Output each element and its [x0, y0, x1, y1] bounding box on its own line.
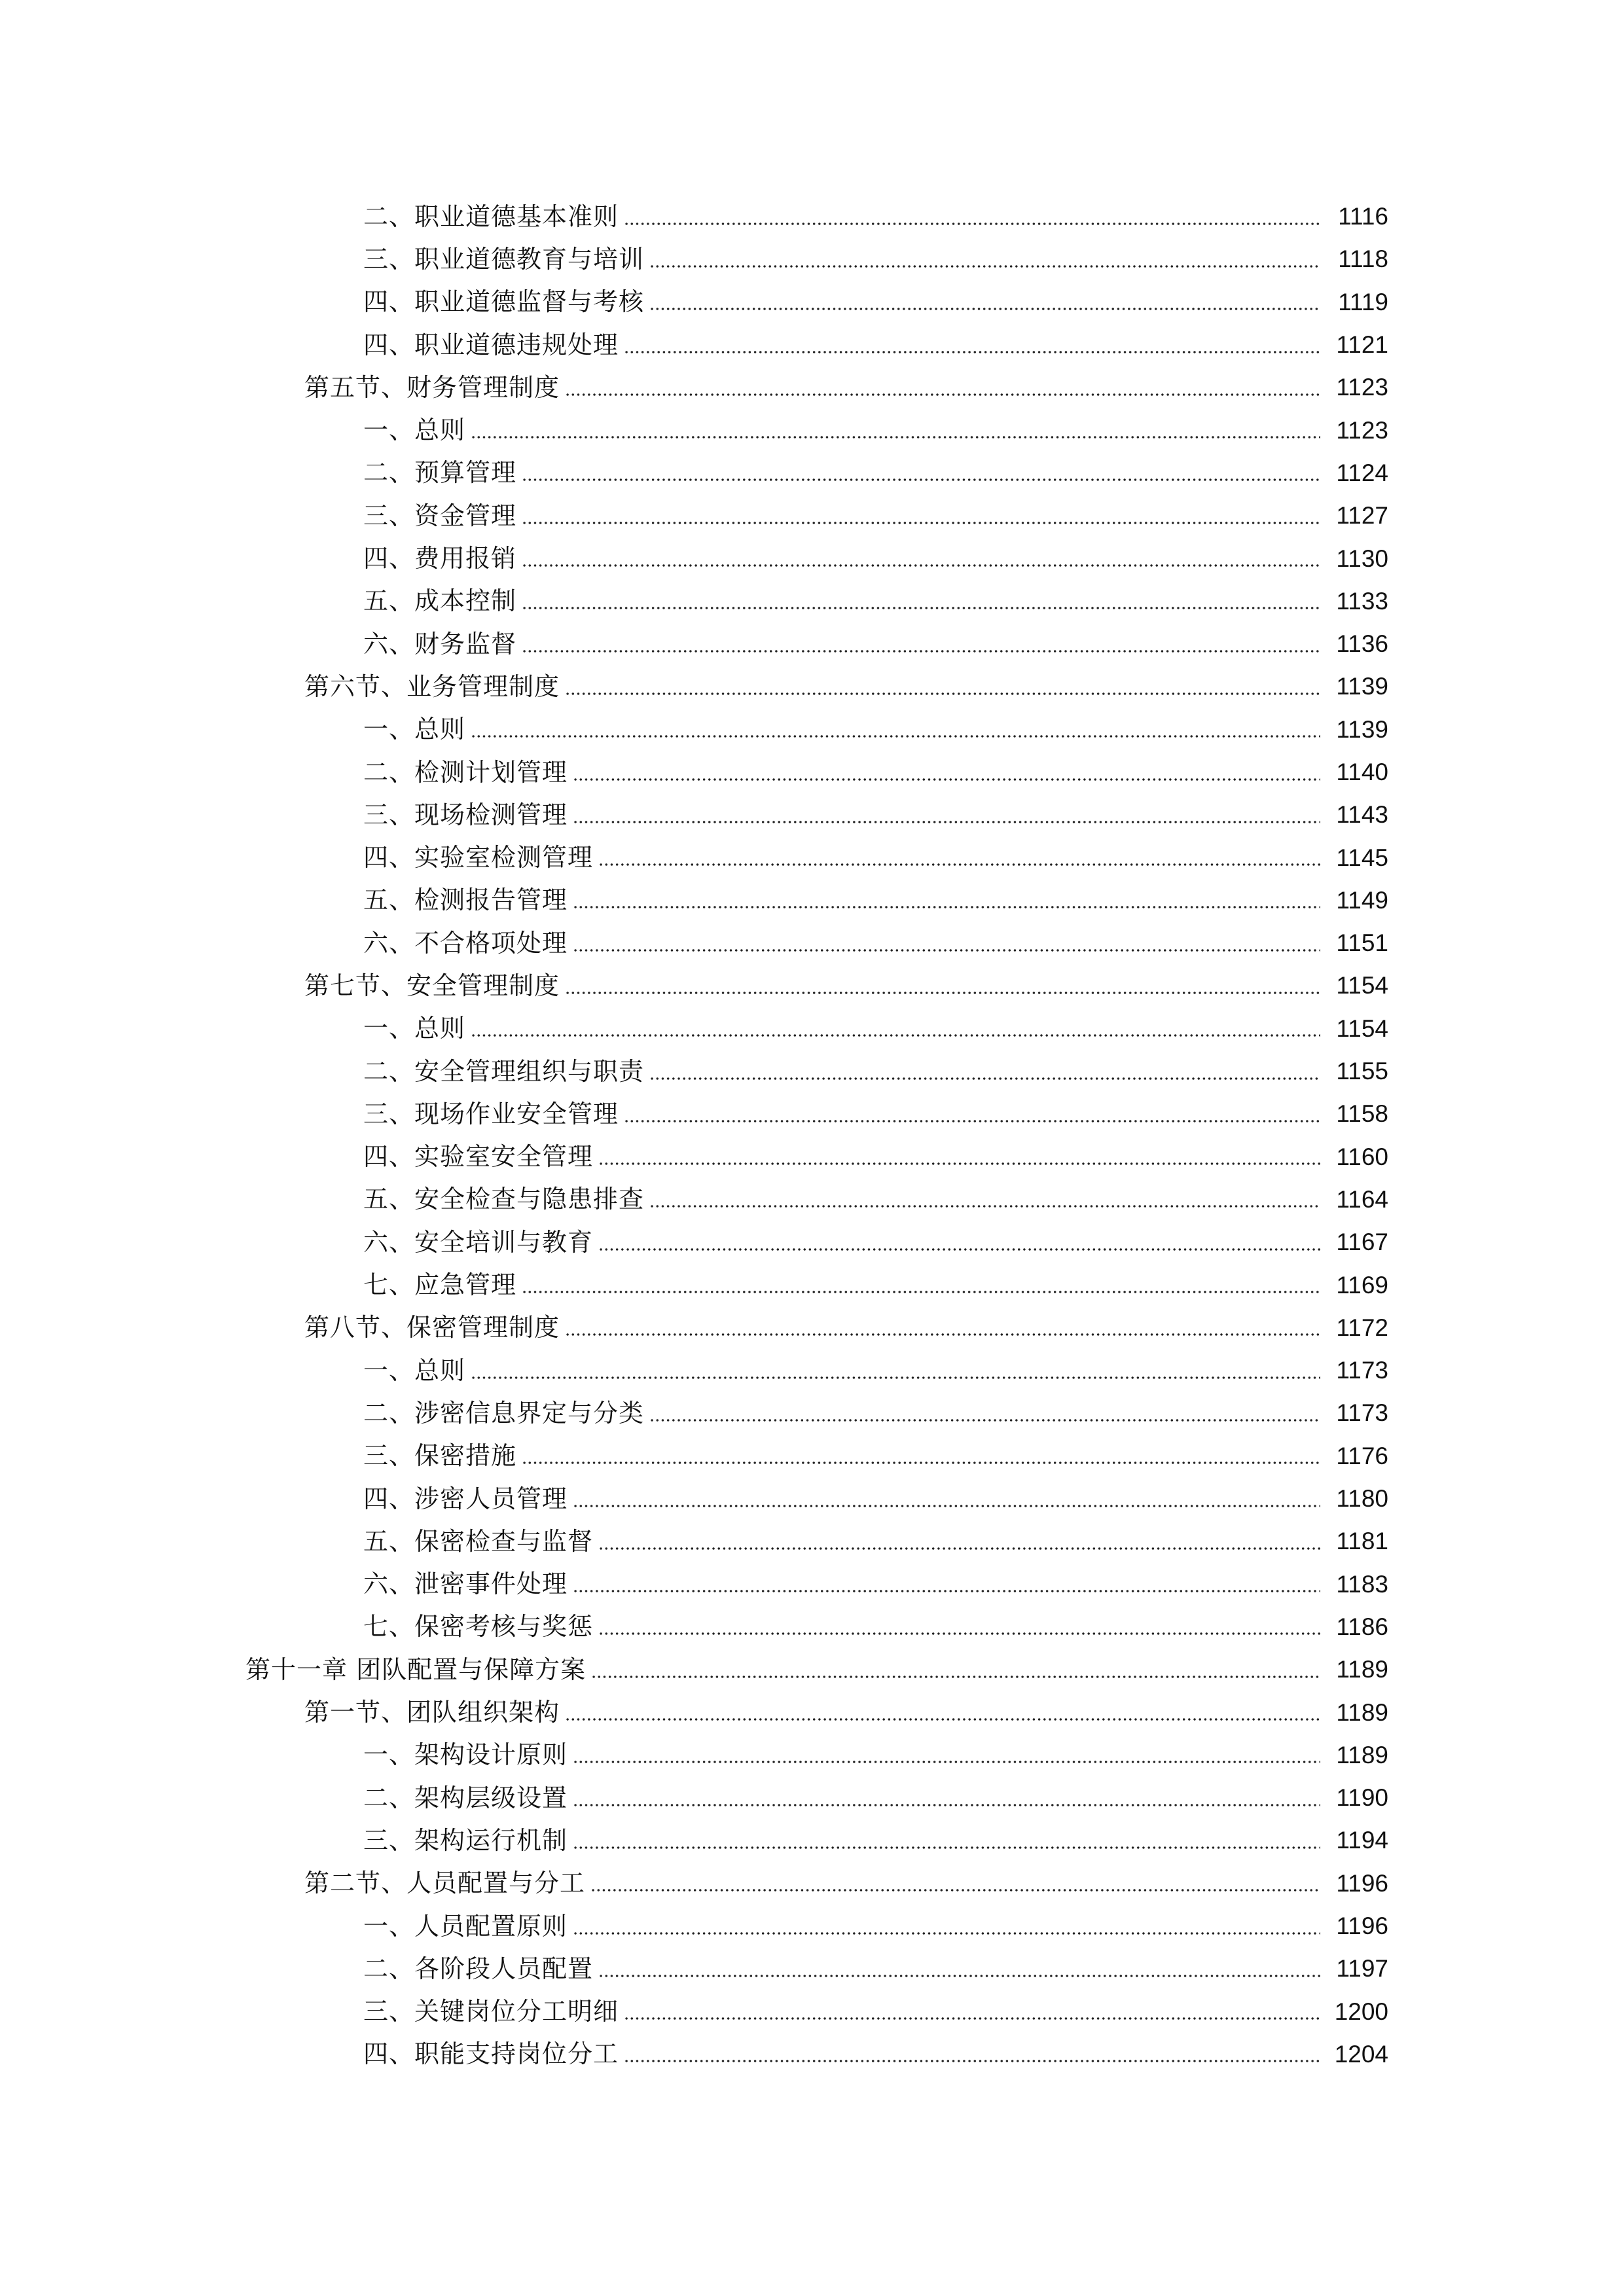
- toc-page-number: 1173: [1336, 1399, 1388, 1427]
- toc-entry-subsection[interactable]: [0, 323, 1624, 366]
- toc-entry-title: 第一节、团队组织架构: [304, 1698, 560, 1727]
- toc-entry-subsection[interactable]: [0, 793, 1624, 836]
- toc-entry-subsection[interactable]: [0, 281, 1624, 323]
- toc-entry-title: 六、泄密事件处理: [363, 1570, 568, 1599]
- toc-entry-title: 三、关键岗位分工明细: [363, 1997, 619, 2026]
- toc-entry-subsection[interactable]: [0, 1990, 1624, 2032]
- toc-entry-title: 一、架构设计原则: [363, 1740, 568, 1770]
- toc-page-number: 1186: [1336, 1613, 1388, 1640]
- toc-page-number: 1154: [1336, 972, 1388, 999]
- toc-entry-title: 第五节、财务管理制度: [304, 372, 560, 402]
- toc-dot-leader: [573, 778, 1320, 781]
- toc-page-number: 1118: [1338, 245, 1388, 273]
- toc-dot-leader: [565, 992, 1320, 994]
- toc-entry-subsection[interactable]: [0, 1947, 1624, 1990]
- toc-page-number: 1149: [1336, 886, 1388, 914]
- toc-page-number: 1189: [1336, 1741, 1388, 1768]
- toc-entry-subsection[interactable]: [0, 1905, 1624, 1947]
- toc-dot-leader: [573, 1505, 1320, 1507]
- toc-page-number: 1123: [1336, 374, 1388, 401]
- toc-dot-leader: [522, 607, 1320, 609]
- toc-entry-subsection[interactable]: [0, 1605, 1624, 1648]
- toc-dot-leader: [598, 1547, 1320, 1550]
- toc-page-number: 1196: [1336, 1869, 1388, 1897]
- toc-page-number: 1136: [1336, 630, 1388, 658]
- toc-entry-title: 四、涉密人员管理: [363, 1484, 568, 1513]
- toc-entry-title: 六、财务监督: [363, 629, 517, 658]
- toc-dot-leader: [649, 1419, 1320, 1422]
- toc-dot-leader: [522, 522, 1320, 524]
- toc-dot-leader: [471, 1376, 1320, 1379]
- toc-dot-leader: [522, 564, 1320, 567]
- toc-dot-leader: [624, 1120, 1320, 1122]
- toc-page-number: 1181: [1336, 1528, 1388, 1555]
- toc-entry-title: 二、安全管理组织与职责: [363, 1056, 645, 1086]
- toc-page-number: 1145: [1336, 844, 1388, 871]
- toc-dot-leader: [573, 1761, 1320, 1763]
- toc-entry-title: 五、检测报告管理: [363, 886, 568, 915]
- toc-page-number: 1183: [1336, 1570, 1388, 1598]
- toc-entry-subsection[interactable]: [0, 1776, 1624, 1819]
- toc-dot-leader: [573, 1932, 1320, 1935]
- toc-page-number: 1158: [1336, 1100, 1388, 1128]
- toc-entry-title: 五、安全检查与隐患排查: [363, 1185, 645, 1214]
- toc-entry-subsection[interactable]: [0, 1520, 1624, 1562]
- toc-entry-title: 第十一章 团队配置与保障方案: [245, 1655, 586, 1684]
- toc-entry-subsection[interactable]: [0, 1178, 1624, 1221]
- toc-entry-subsection[interactable]: [0, 1092, 1624, 1135]
- toc-entry-subsection[interactable]: [0, 1477, 1624, 1520]
- toc-dot-leader: [624, 2017, 1320, 2020]
- toc-page-number: 1127: [1336, 502, 1388, 529]
- toc-page-number: 1133: [1336, 587, 1388, 615]
- toc-entry-title: 三、资金管理: [363, 501, 517, 530]
- toc-entry-subsection[interactable]: [0, 537, 1624, 579]
- toc-dot-leader: [471, 436, 1320, 439]
- toc-page-number: 1169: [1336, 1271, 1388, 1299]
- toc-dot-leader: [591, 1676, 1320, 1678]
- toc-entry-title: 三、现场检测管理: [363, 800, 568, 829]
- toc-entry-subsection[interactable]: [0, 1819, 1624, 1861]
- toc-entry-title: 四、职业道德监督与考核: [363, 287, 645, 317]
- toc-entry-subsection[interactable]: [0, 494, 1624, 537]
- toc-page-number: 1200: [1334, 1998, 1388, 2025]
- toc-dot-leader: [649, 1077, 1320, 1080]
- toc-entry-subsection[interactable]: [0, 879, 1624, 922]
- toc-entry-title: 四、费用报销: [363, 544, 517, 573]
- toc-entry-section[interactable]: [0, 964, 1624, 1007]
- toc-entry-title: 二、涉密信息界定与分类: [363, 1398, 645, 1427]
- toc-page-number: 1197: [1336, 1955, 1388, 1982]
- toc-dot-leader: [573, 1846, 1320, 1849]
- toc-page-number: 1124: [1336, 459, 1388, 486]
- toc-dot-leader: [565, 1333, 1320, 1336]
- toc-dot-leader: [598, 863, 1320, 866]
- toc-page-number: 1160: [1336, 1143, 1388, 1170]
- toc-entry-subsection[interactable]: [0, 708, 1624, 751]
- toc-dot-leader: [624, 351, 1320, 353]
- toc-dot-leader: [471, 735, 1320, 738]
- toc-entry-title: 第八节、保密管理制度: [304, 1313, 560, 1342]
- toc-entry-title: 三、职业道德教育与培训: [363, 244, 645, 274]
- toc-page-number: 1167: [1336, 1229, 1388, 1256]
- toc-entry-subsection[interactable]: [0, 1221, 1624, 1263]
- toc-page-number: 1180: [1336, 1485, 1388, 1513]
- toc-page-number: 1123: [1336, 416, 1388, 444]
- toc-dot-leader: [649, 308, 1320, 310]
- toc-entry-subsection[interactable]: [0, 2033, 1624, 2075]
- toc-entry-title: 第二节、人员配置与分工: [304, 1869, 586, 1898]
- toc-entry-chapter[interactable]: [0, 1648, 1624, 1691]
- toc-page-number: 1154: [1336, 1014, 1388, 1042]
- toc-entry-title: 一、总则: [363, 1014, 466, 1043]
- toc-entry-subsection[interactable]: [0, 1563, 1624, 1605]
- toc-dot-leader: [573, 949, 1320, 952]
- toc-entry-title: 七、应急管理: [363, 1270, 517, 1300]
- toc-entry-title: 一、总则: [363, 715, 466, 744]
- toc-entry-title: 一、人员配置原则: [363, 1911, 568, 1941]
- toc-entry-subsection[interactable]: [0, 1263, 1624, 1306]
- toc-dot-leader: [522, 478, 1320, 481]
- toc-entry-subsection[interactable]: [0, 1136, 1624, 1178]
- table-of-contents: [0, 195, 1624, 2075]
- toc-dot-leader: [598, 1162, 1320, 1165]
- toc-entry-title: 七、保密考核与奖惩: [363, 1612, 594, 1641]
- toc-dot-leader: [565, 692, 1320, 695]
- toc-dot-leader: [573, 1804, 1320, 1806]
- toc-entry-subsection[interactable]: [0, 408, 1624, 451]
- toc-entry-subsection[interactable]: [0, 836, 1624, 878]
- toc-entry-title: 第六节、业务管理制度: [304, 672, 560, 701]
- toc-page-number: 1176: [1336, 1442, 1388, 1469]
- toc-page-number: 1190: [1336, 1784, 1388, 1812]
- toc-entry-subsection[interactable]: [0, 1349, 1624, 1391]
- toc-dot-leader: [565, 1718, 1320, 1721]
- toc-page-number: 1196: [1336, 1912, 1388, 1940]
- toc-entry-title: 二、预算管理: [363, 458, 517, 488]
- toc-entry-section[interactable]: [0, 1306, 1624, 1349]
- toc-entry-title: 四、实验室安全管理: [363, 1142, 594, 1172]
- toc-dot-leader: [598, 1975, 1320, 1977]
- toc-entry-title: 二、各阶段人员配置: [363, 1954, 594, 1983]
- toc-entry-subsection[interactable]: [0, 1050, 1624, 1092]
- toc-entry-title: 四、实验室检测管理: [363, 843, 594, 872]
- toc-dot-leader: [573, 906, 1320, 908]
- toc-dot-leader: [649, 265, 1320, 268]
- toc-entry-subsection[interactable]: [0, 751, 1624, 793]
- toc-entry-title: 一、总则: [363, 416, 466, 445]
- toc-page-number: 1164: [1336, 1185, 1388, 1213]
- toc-page-number: 1172: [1336, 1314, 1388, 1341]
- toc-dot-leader: [573, 1590, 1320, 1592]
- toc-entry-title: 五、成本控制: [363, 586, 517, 616]
- toc-dot-leader: [624, 2060, 1320, 2062]
- toc-entry-subsection[interactable]: [0, 580, 1624, 622]
- toc-dot-leader: [522, 650, 1320, 653]
- toc-entry-subsection[interactable]: [0, 922, 1624, 964]
- toc-entry-subsection[interactable]: [0, 1391, 1624, 1434]
- toc-entry-title: 六、安全培训与教育: [363, 1227, 594, 1257]
- toc-entry-title: 第七节、安全管理制度: [304, 971, 560, 1000]
- toc-page-number: 1130: [1336, 545, 1388, 572]
- toc-entry-title: 六、不合格项处理: [363, 928, 568, 958]
- toc-dot-leader: [598, 1248, 1320, 1251]
- toc-entry-title: 三、保密措施: [363, 1441, 517, 1471]
- toc-dot-leader: [565, 393, 1320, 396]
- toc-entry-section[interactable]: [0, 1862, 1624, 1905]
- toc-entry-subsection[interactable]: [0, 1007, 1624, 1050]
- toc-entry-title: 四、职能支持岗位分工: [363, 2039, 619, 2069]
- toc-page-number: 1155: [1336, 1058, 1388, 1085]
- toc-page-number: 1119: [1338, 288, 1388, 315]
- toc-page-number: 1194: [1336, 1827, 1388, 1854]
- toc-entry-section[interactable]: [0, 665, 1624, 708]
- toc-entry-subsection[interactable]: [0, 452, 1624, 494]
- toc-dot-leader: [624, 223, 1320, 225]
- toc-entry-title: 一、总则: [363, 1355, 466, 1385]
- toc-entry-subsection[interactable]: [0, 1435, 1624, 1477]
- toc-dot-leader: [590, 1889, 1320, 1892]
- toc-entry-subsection[interactable]: [0, 1734, 1624, 1776]
- toc-entry-subsection[interactable]: [0, 622, 1624, 665]
- toc-page-number: 1139: [1336, 673, 1388, 700]
- toc-page-number: 1189: [1336, 1656, 1388, 1683]
- toc-entry-title: 三、架构运行机制: [363, 1825, 568, 1855]
- toc-page-number: 1189: [1336, 1698, 1388, 1726]
- toc-dot-leader: [573, 821, 1320, 823]
- toc-entry-section[interactable]: [0, 1691, 1624, 1733]
- toc-entry-subsection[interactable]: [0, 195, 1624, 238]
- toc-dot-leader: [471, 1034, 1320, 1037]
- toc-page-number: 1173: [1336, 1357, 1388, 1384]
- toc-page-number: 1116: [1338, 203, 1388, 230]
- toc-entry-title: 二、检测计划管理: [363, 757, 568, 787]
- toc-entry-title: 四、职业道德违规处理: [363, 330, 619, 359]
- toc-entry-subsection[interactable]: [0, 238, 1624, 280]
- toc-page-number: 1143: [1336, 801, 1388, 829]
- toc-page-number: 1139: [1336, 715, 1388, 743]
- toc-entry-section[interactable]: [0, 366, 1624, 408]
- toc-page-number: 1140: [1336, 759, 1388, 785]
- toc-dot-leader: [522, 1462, 1320, 1464]
- toc-entry-title: 三、现场作业安全管理: [363, 1099, 619, 1128]
- toc-dot-leader: [598, 1632, 1320, 1635]
- toc-entry-title: 二、架构层级设置: [363, 1783, 568, 1812]
- toc-entry-title: 五、保密检查与监督: [363, 1526, 594, 1556]
- toc-page-number: 1121: [1336, 331, 1388, 359]
- toc-dot-leader: [649, 1205, 1320, 1208]
- toc-dot-leader: [522, 1291, 1320, 1293]
- toc-page-number: 1151: [1336, 929, 1388, 957]
- toc-entry-title: 二、职业道德基本准则: [363, 202, 619, 231]
- toc-page-number: 1204: [1334, 2040, 1388, 2068]
